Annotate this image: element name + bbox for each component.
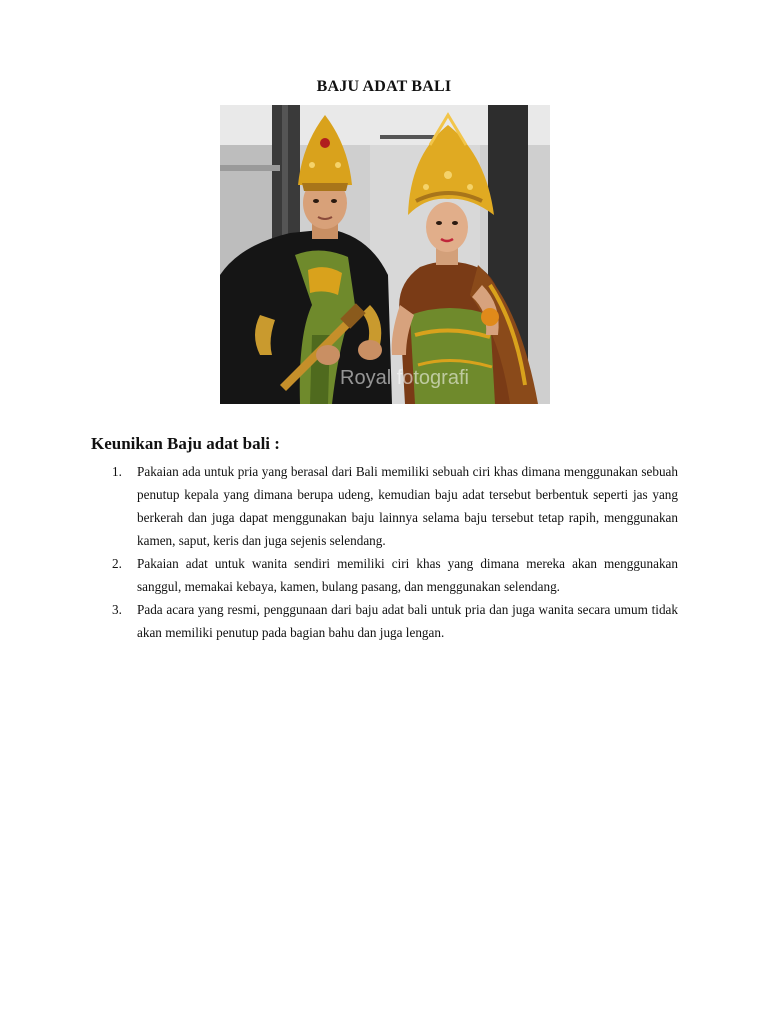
list-item-number: 2. [112, 556, 122, 571]
feature-list [106, 460, 678, 644]
section-heading: Keunikan Baju adat bali : [91, 434, 280, 453]
list-item-text: Pakaian ada untuk pria yang berasal dari Bali memiliki sebuah ciri khas dimana menggunakan sebuah penutup kepala yang dimana berupa udeng, kemudian baju adat tersebut berbentuk seperti jas yang berkerah dan juga dapat menggunakan baju lainnya selama baju tersebut tetap rapih, menggunakan kamen, saput, keris dan juga sejenis selendang. [137, 464, 678, 548]
balinese-couple-photo [220, 105, 550, 404]
list-item-number: 3. [112, 602, 122, 617]
page-title: BAJU ADAT BALI [316, 78, 452, 95]
list-item [106, 552, 678, 598]
photo-watermark: Royal fotografi [340, 367, 469, 389]
list-item [106, 598, 678, 644]
list-item-number: 1. [112, 464, 122, 479]
list-item-text: Pakaian adat untuk wanita sendiri memiliki ciri khas yang dimana mereka akan menggunakan sanggul, memakai kebaya, kamen, bulang pasang, dan menggunakan selendang. [137, 556, 678, 594]
list-item [106, 460, 678, 552]
list-item-text: Pada acara yang resmi, penggunaan dari baju adat bali untuk pria dan juga wanita secara umum tidak akan memiliki penutup pada bagian bahu dan juga lengan. [137, 602, 678, 640]
